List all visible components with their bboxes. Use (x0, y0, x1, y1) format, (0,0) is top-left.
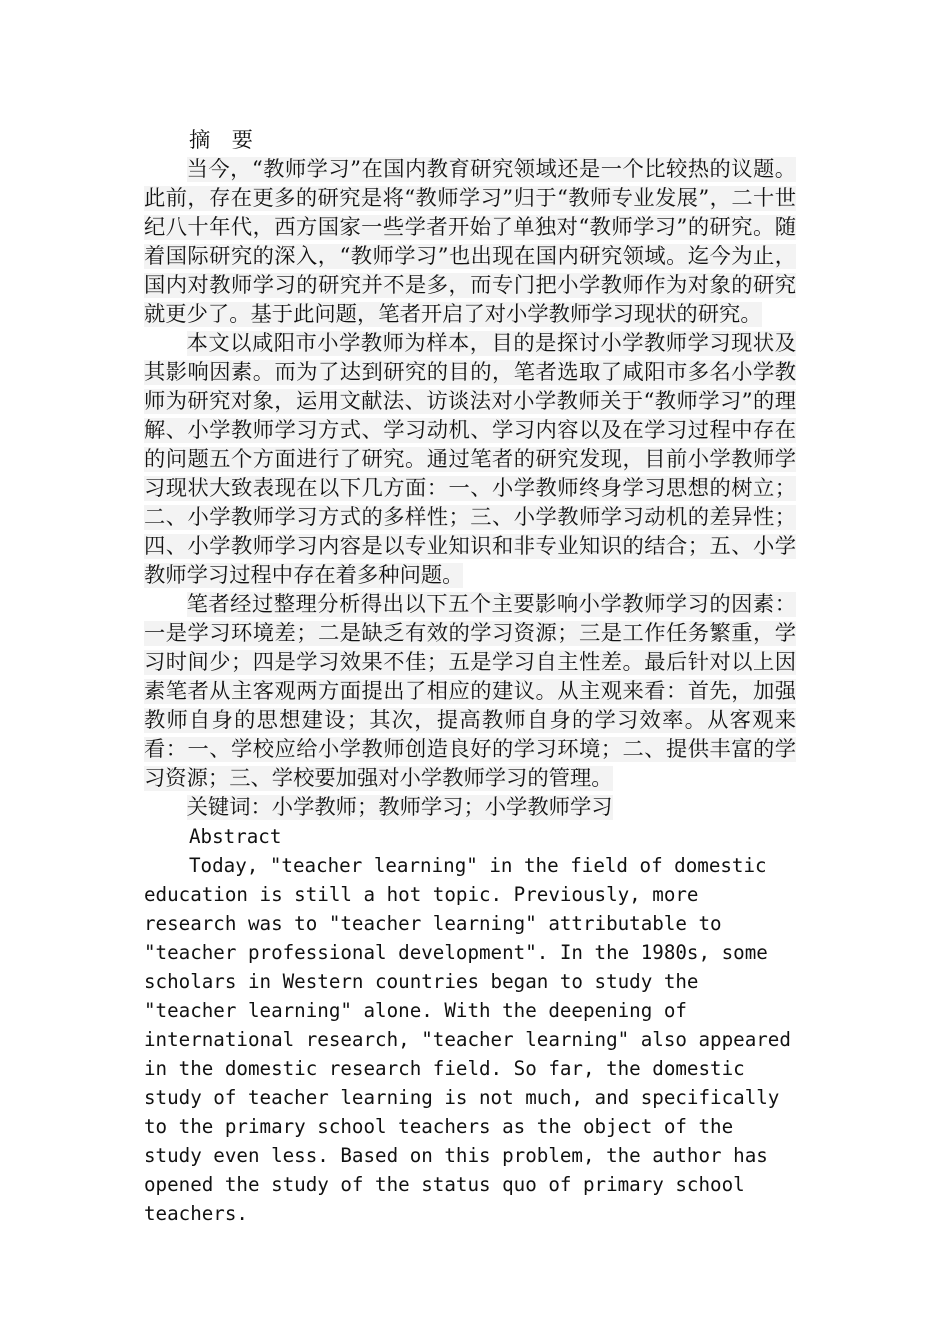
keywords-line: 关键词：小学教师；教师学习；小学教师学习 (186, 795, 613, 820)
abstract-cn-paragraph-2: 本文以咸阳市小学教师为样本，目的是探讨小学教师学习现状及其影响因素。而为了达到研究的目的，笔者选取了咸阳市多名小学教师为研究对象，运用文献法、访谈法对小学教师关于“教师学习”的理解、小学教师学习方式、学习动机、学习内容以及在学习过程中存在的问题五个方面进行了研究。通过笔者的研究发现，目前小学教师学习现状大致表现在以下几方面：一、小学教师终身学习思想的树立；二、小学教师学习方式的多样性；三、小学教师学习动机的差异性；四、小学教师学习内容是以专业知识和非专业知识的结合；五、小学教师学习过程中存在着多种问题。 (144, 331, 796, 588)
abstract-en-paragraph: Today, "teacher learning" in the field of domestic education is still a hot topic. Previously, more research was to "teacher learning" attributable to "teacher professional development". In the 1980s, some scholars in Western countries began to study the "teacher learning" alone. With the deepening of international research, "teacher learning" also appeared in the domestic research field. So far, the domestic study of teacher learning is not much, and specifically to the primary school teachers as the object of the study even less. Based on this problem, the author has opened the study of the status quo of primary school teachers. (144, 854, 791, 1225)
abstract-cn-paragraph-1: 当今，“教师学习”在国内教育研究领域还是一个比较热的议题。此前，存在更多的研究是将“教师学习”归于“教师专业发展”，二十世纪八十年代，西方国家一些学者开始了单独对“教师学习”的研究。随着国际研究的深入，“教师学习”也出现在国内研究领域。迄今为止，国内对教师学习的研究并不是多，而专门把小学教师作为对象的研究就更少了。基于此问题，笔者开启了对小学教师学习现状的研究。 (144, 157, 796, 327)
abstract-cn-paragraph-3: 笔者经过整理分析得出以下五个主要影响小学教师学习的因素：一是学习环境差；二是缺乏有效的学习资源；三是工作任务繁重，学习时间少；四是学习效果不佳；五是学习自主性差。最后针对以上因素笔者从主客观两方面提出了相应的建议。从主观来看：首先，加强教师自身的思想建设；其次，提高教师自身的学习效率。从客观来看：一、学校应给小学教师创造良好的学习环境；二、提供丰富的学习资源；三、学校要加强对小学教师学习的管理。 (144, 592, 796, 791)
abstract-en-heading: Abstract (189, 825, 282, 848)
document-page (144, 126, 796, 1228)
abstract-cn-heading: 摘 要 (189, 128, 253, 153)
